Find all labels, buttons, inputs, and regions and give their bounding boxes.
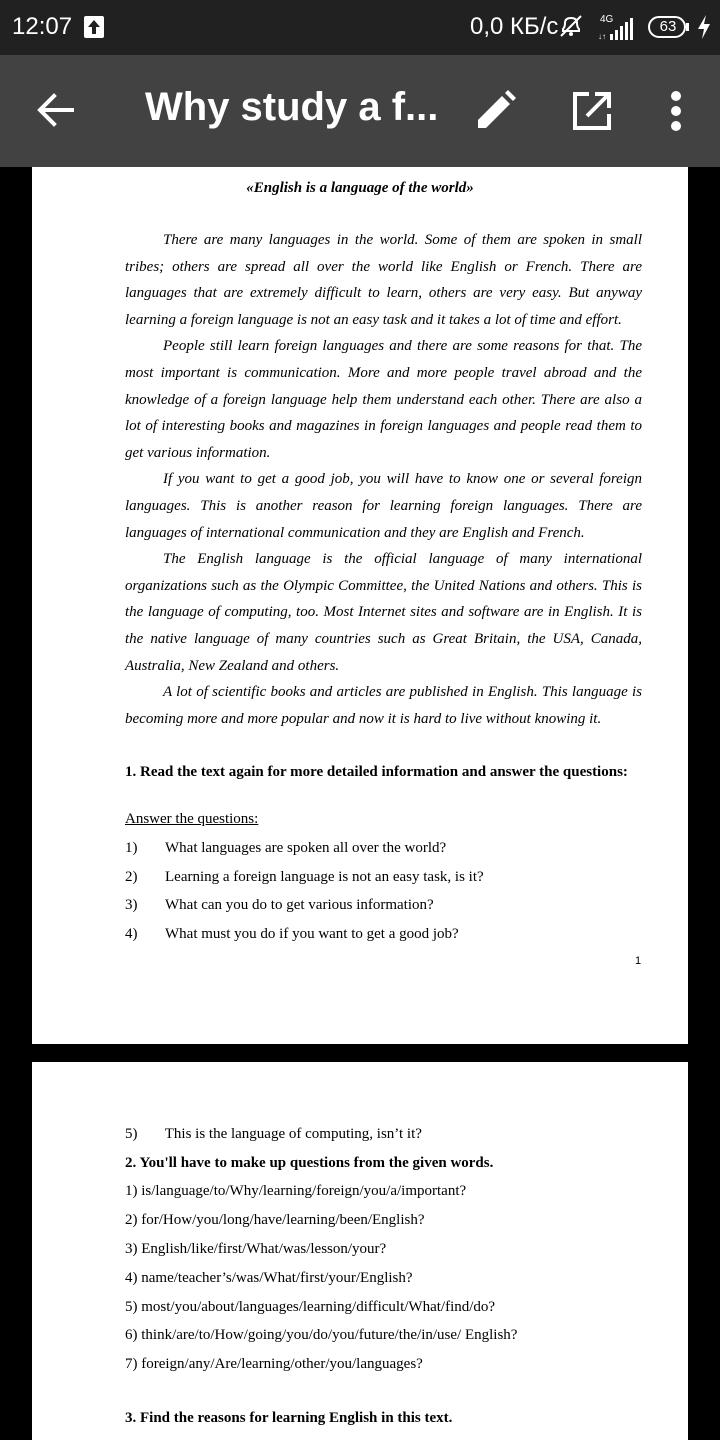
task-1-heading: 1. Read the text again for more detailed information and answer the questions: <box>125 764 628 780</box>
question-number: 5) <box>125 1126 138 1142</box>
question-item <box>125 869 642 898</box>
scrambled-item: 7) foreign/any/Are/learning/other/you/languages? <box>125 1356 423 1372</box>
signal-icon <box>596 12 638 42</box>
question-text: What must you do if you want to get a good job? <box>165 926 459 943</box>
mute-icon <box>558 13 584 39</box>
status-time: 12:07 <box>12 13 73 40</box>
question-number: 1) <box>125 840 138 856</box>
essay-paragraph: People still learn foreign languages and there are some reasons for that. The most important is communication. More and more people travel abroad and the knowledge of a foreign language help them understand each other. There are also a lot of interesting books and magazines in foreign languages and people read them to get various information. <box>125 338 642 461</box>
edit-pencil-icon[interactable] <box>474 90 516 132</box>
question-number: 2) <box>125 868 138 885</box>
scrambled-item: 6) think/are/to/How/going/you/do/you/future/the/in/use/ English? <box>125 1327 518 1343</box>
document-page-2 <box>32 1062 688 1440</box>
answer-label: Answer the questions: <box>125 811 259 827</box>
question-number: 4) <box>125 926 138 943</box>
network-type: 4G <box>600 14 614 25</box>
battery-level: 63 <box>659 18 677 35</box>
question-text: Learning a foreign language is not an easy task, is it? <box>165 868 484 885</box>
essay-paragraph: The English language is the official language of many international organizations such as the Olympic Committee, the United Nations and others. This is the language of computing, too. Most Internet sites and software are in English. It is the native language of many countries such as Great Britain, the USA, Canada, Australia, New Zealand and others. <box>125 551 642 674</box>
back-arrow-icon[interactable] <box>36 90 76 130</box>
question-text: This is the language of computing, isn’t it? <box>164 1126 422 1142</box>
question-item <box>125 840 642 869</box>
question-text: What languages are spoken all over the world? <box>165 840 447 856</box>
more-vert-icon[interactable] <box>664 90 688 132</box>
document-title: Why study a f... <box>145 85 439 129</box>
app-bar <box>0 55 720 167</box>
status-bar <box>0 0 720 55</box>
essay-paragraph: A lot of scientific books and articles are published in English. This language is becoming more and more popular and now it is hard to live without knowing it. <box>125 684 642 727</box>
task-2-heading: 2. You'll have to make up questions from the given words. <box>125 1155 494 1171</box>
question-text: What can you do to get various information? <box>165 897 434 914</box>
essay-paragraph: There are many languages in the world. Some of them are spoken in small tribes; others are spread all over the world like English or French. There are languages that are extremely difficult to learn, others are very easy. But anyway learning a foreign language is not an easy task and it takes a lot of time and effort. <box>125 232 642 328</box>
scrambled-item: 3) English/like/first/What/was/lesson/your? <box>125 1241 387 1257</box>
scrambled-item: 1) is/language/to/Why/learning/foreign/you/a/important? <box>125 1183 467 1199</box>
question-item <box>125 1126 422 1143</box>
scrambled-item: 5) most/you/about/languages/learning/difficult/What/find/do? <box>125 1299 496 1315</box>
scrambled-item: 2) for/How/you/long/have/learning/been/English? <box>125 1212 425 1228</box>
document-page-1 <box>32 167 688 1044</box>
essay-paragraph: If you want to get a good job, you will have to know one or several foreign languages. This is another reason for learning foreign languages. There are languages of international communication and they are English and French. <box>125 471 642 541</box>
network-speed: 0,0 КБ/с <box>470 13 559 40</box>
svg-text:↓↑: ↓↑ <box>598 32 606 41</box>
charging-icon <box>697 14 711 40</box>
open-external-icon[interactable] <box>571 90 613 132</box>
essay-body <box>125 227 642 732</box>
battery-icon <box>648 16 690 38</box>
question-number: 3) <box>125 897 138 914</box>
question-item <box>125 897 642 926</box>
upload-icon <box>84 16 104 38</box>
scrambled-item: 4) name/teacher’s/was/What/first/your/English? <box>125 1270 413 1286</box>
task-3-heading: 3. Find the reasons for learning English in this text. <box>125 1410 453 1426</box>
question-item <box>125 926 642 955</box>
essay-title: «English is a language of the world» <box>246 180 474 196</box>
page-number: 1 <box>635 955 642 967</box>
question-list <box>125 840 642 955</box>
